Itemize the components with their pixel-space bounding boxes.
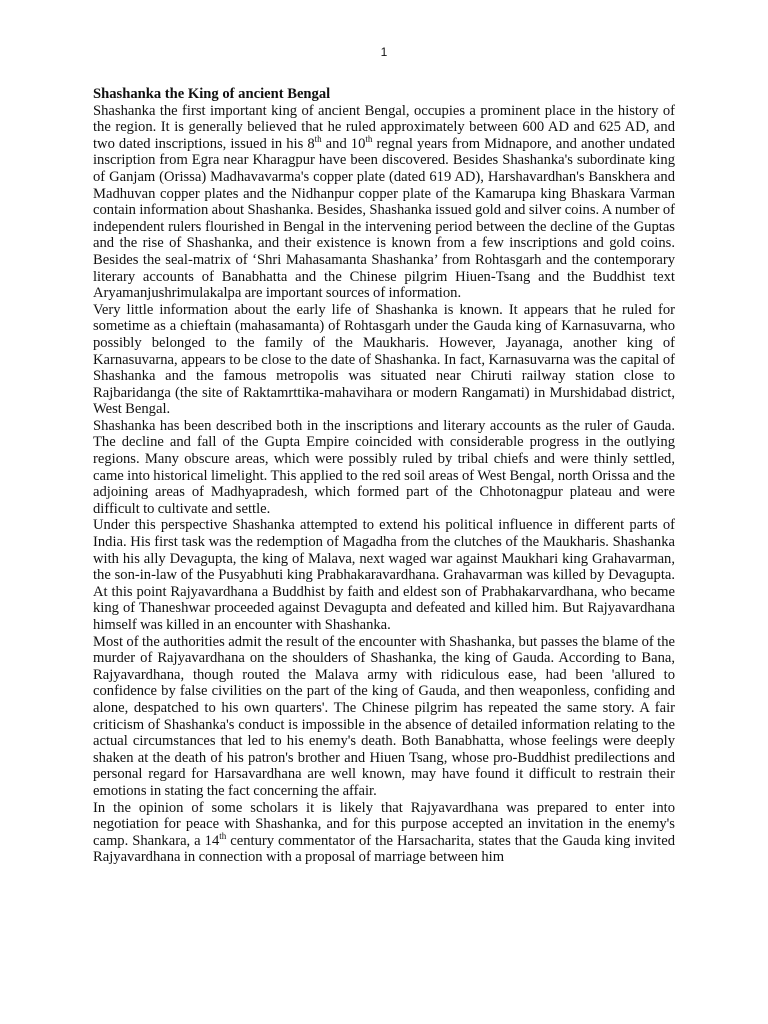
ordinal-suffix: th (314, 133, 322, 144)
paragraph-text: In the opinion of some scholars it is likely that Rajyavardhana was prepared to enter into negotiation for peace with Shashanka, and for this purpose accepted an invitation in the enemy's camp. Shankara, a 14 (93, 799, 675, 849)
page-number: 1 (380, 45, 388, 59)
paragraph-sources (93, 103, 675, 302)
paragraph-negotiation (93, 800, 675, 866)
paragraph-early-life (93, 302, 675, 418)
paragraph-murder-blame (93, 634, 675, 800)
paragraph-text: regnal years from Midnapore, and another undated inscription from Egra near Kharagpur have been discovered. Besides Shashanka's subordinate king of Ganjam (Orissa) Madhavavarma's copper plate (dated 619 AD), Harshavardhan's Banskhera and Madhuvan copper plates and the Nidhanpur copper plate of the Kamarupa king Bhaskara Varman contain information about Shashanka. Besides, Shashanka issued gold and silver coins. A number of independent rulers flourished in Bengal in the intervening period between the decline of the Guptas and the rise of Shashanka, and their existence is known from a few inscriptions and gold coins. Besides the seal-matrix of ‘Shri Mahasamanta Shashanka’ from Rohtasgarh and the contemporary literary accounts of Banabhatta and the Chinese pilgrim Hiuen-Tsang and the Buddhist text Aryamanjushrimulakalpa are important sources of information. (93, 135, 675, 302)
document-title: Shashanka the King of ancient Bengal (93, 86, 331, 102)
paragraph-text: Very little information about the early life of Shashanka is known. It appears that he ruled for sometime as a chieftain (mahasamanta) of Rohtasgarh under the Gauda king of Karnasuvarna, who possibly belonged to the family of the Maukharis. However, Jayanaga, another king of Karnasuvarna, appears to be close to the date of Shashanka. In fact, Karnasuvarna was the capital of Shashanka and the famous metropolis was situated near Chiruti railway station close to Rajbaridanga (the site of Raktamrttika-mahavihara or modern Rangamati) in Murshidabad district, West Bengal. (93, 301, 675, 418)
paragraph-gauda-ruler (93, 418, 675, 518)
paragraph-text: and 10 (321, 135, 366, 152)
paragraph-text: Shashanka has been described both in the inscriptions and literary accounts as the ruler of Gauda. The decline and fall of the Gupta Empire coincided with considerable progress in the outlying regions. Many obscure areas, which were possibly ruled by tribal chiefs and were thinly settled, came into historical limelight. This applied to the red soil areas of West Bengal, north Orissa and the adjoining areas of Madhyapradesh, which formed part of the Chhotonagpur plateau and were difficult to cultivate and settle. (93, 417, 675, 517)
paragraph-text: Most of the authorities admit the result of the encounter with Shashanka, but passes the blame of the murder of Rajyavardhana on the shoulders of Shashanka, the king of Gauda. According to Bana, Rajyavardhana, though routed the Malava army with ridiculous ease, had been 'allured to confidence by false civilities on the part of the king of Gauda, and then weaponless, confiding and alone, despatched to his own quarters'. The Chinese pilgrim has repeated the same story. A fair criticism of Shashanka's conduct is impossible in the absence of detailed information relating to the actual circumstances that led to his enemy's death. Both Banabhatta, whose feelings were deeply shaken at the death of his patron's brother and Hiuen Tsang, whose pro-Buddhist predilections and personal regard for Harsavardhana are well known, may have found it difficult to restrain their emotions in stating the fact concerning the affair. (93, 633, 675, 799)
paragraph-text: Shashanka the first important king of ancient Bengal, occupies a prominent place in the history of the region. It is generally believed that he ruled approximately between 600 AD and 625 AD, and two dated inscriptions, issued in his 8 (93, 102, 675, 152)
paragraph-text: Under this perspective Shashanka attempted to extend his political influence in different parts of India. His first task was the redemption of Magadha from the clutches of the Maukharis. Shashanka with his ally Devagupta, the king of Malava, next waged war against Maukhari king Grahavarman, the son-in-law of the Pusyabhuti king Prabhakaravardhana. Grahavarman was killed by Devagupta. At this point Rajyavardhana a Buddhist by faith and eldest son of Prabhakarvardhana, who became king of Thaneshwar proceeded against Devagupta and defeated and killed him. But Rajyavardhana himself was killed in an encounter with Shashanka. (93, 517, 675, 633)
paragraph-text: century commentator of the Harsacharita, states that the Gauda king invited Rajyavardhana in connection with a proposal of marriage between him (93, 832, 675, 866)
paragraph-political-influence (93, 517, 675, 633)
ordinal-suffix: th (365, 133, 373, 144)
ordinal-suffix: th (219, 830, 227, 841)
document-body (93, 86, 675, 866)
